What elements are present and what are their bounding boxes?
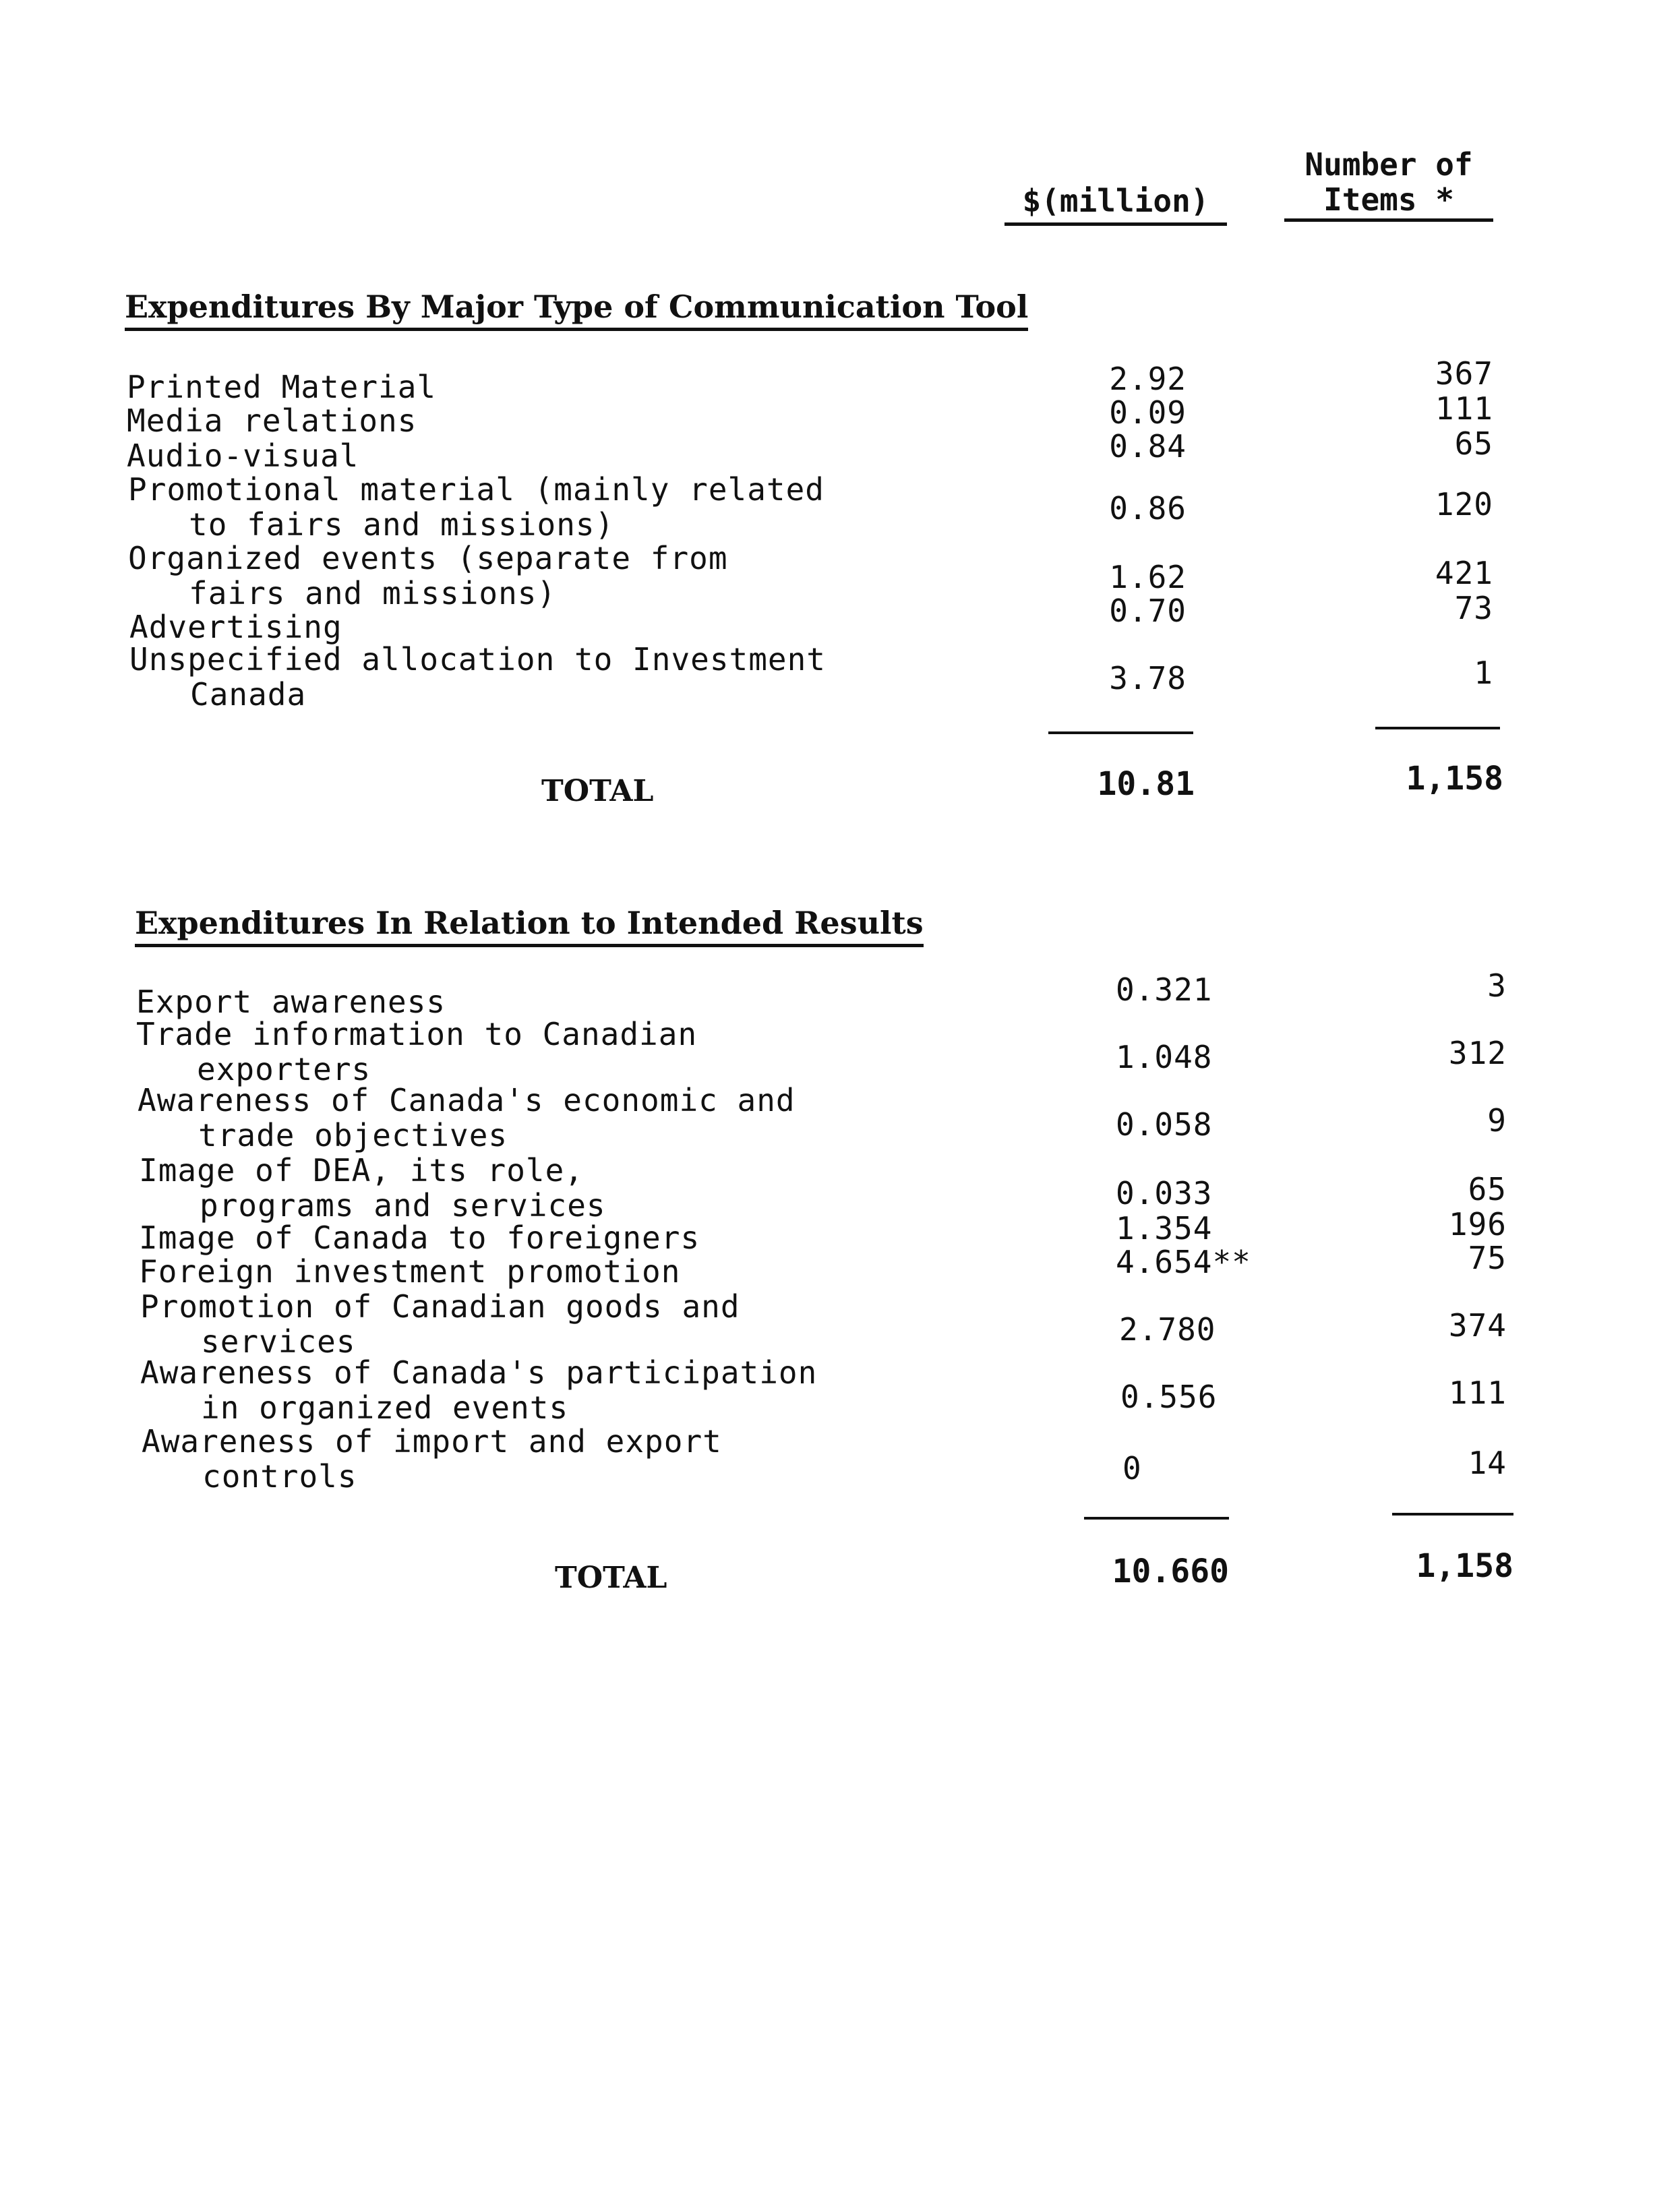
row-items: 14 [1468,1445,1507,1481]
row-label-line2: programs and services [200,1187,606,1224]
row-items: 111 [1448,1375,1507,1411]
row-items: 120 [1435,486,1493,522]
items-header-line1: Number of [1304,146,1473,183]
total-items: 1,158 [1416,1547,1513,1585]
row-label-line2: trade objectives [198,1117,508,1153]
row-label [128,472,824,542]
row-amount: 3.78 [1109,660,1187,696]
row-amount: 0.058 [1116,1106,1213,1143]
row-amount: 0.556 [1120,1379,1218,1415]
row-label-line2: fairs and missions) [189,575,557,611]
row-amount: 2.780 [1119,1311,1216,1348]
amount-subtotal-rule [1084,1517,1229,1520]
total-items: 1,158 [1406,760,1503,798]
row-label-line1: Awareness of Canada's participation [140,1354,818,1391]
row-label-line1: Organized events (separate from [128,540,728,576]
row-label [138,1083,796,1153]
total-amount: 10.81 [1097,765,1195,803]
row-label-line1: Promotional material (mainly related [128,471,824,508]
row-items: 421 [1435,555,1493,591]
row-label-line1: Image of DEA, its role, [139,1152,584,1189]
row-label: Image of Canada to foreigners [139,1220,700,1256]
row-amount: 0.84 [1109,428,1187,464]
items-column-header [1284,147,1493,222]
row-label: Audio-visual [127,438,359,474]
row-items: 1 [1474,655,1493,691]
row-label [139,1153,606,1223]
row-items: 65 [1454,425,1493,462]
row-label-line1: Awareness of Canada's economic and [138,1082,796,1118]
row-amount: 0.70 [1109,593,1187,629]
items-subtotal-rule [1375,727,1500,729]
row-label: Foreign investment promotion [139,1253,681,1290]
row-amount: 0.321 [1116,971,1213,1008]
row-label [128,541,728,611]
row-amount: 2.92 [1109,361,1187,397]
row-items: 73 [1454,590,1493,626]
row-label-line2: exporters [197,1051,371,1087]
row-label: Printed Material [127,369,437,405]
total-label: TOTAL [541,774,654,808]
row-label-line1: Trade information to Canadian [136,1016,698,1052]
row-amount: 0.09 [1109,394,1187,431]
row-items: 75 [1468,1240,1507,1276]
row-label [136,1017,697,1087]
row-label-line1: Promotion of Canadian goods and [140,1288,740,1325]
row-label: Export awareness [136,984,446,1020]
row-amount: 0.033 [1116,1175,1213,1211]
section2-title: Expenditures In Relation to Intended Results [135,905,924,947]
row-label [140,1355,817,1425]
row-label-line2: Canada [190,676,307,713]
amount-column-header: $(million) [1004,183,1227,226]
row-items: 65 [1468,1171,1507,1207]
row-label [140,1289,740,1359]
row-label [129,642,826,712]
row-items: 3 [1487,967,1507,1004]
items-header-line2: Items * [1323,181,1454,218]
row-label-line2: in organized events [201,1389,569,1426]
row-label [142,1424,722,1494]
row-label: Advertising [129,609,342,645]
row-label: Media relations [127,402,417,439]
row-items: 312 [1448,1035,1507,1071]
row-amount: 0 [1122,1450,1142,1487]
section1-title: Expenditures By Major Type of Communication Tool [125,289,1028,331]
row-items: 111 [1435,390,1493,427]
row-amount: 4.654** [1116,1244,1251,1280]
row-items: 367 [1435,355,1493,392]
row-amount: 1.048 [1116,1039,1213,1075]
row-label-line2: services [201,1323,356,1360]
row-amount: 0.86 [1109,490,1187,527]
row-amount: 1.354 [1116,1210,1213,1247]
row-label-line2: controls [202,1458,357,1495]
row-label-line1: Awareness of import and export [142,1423,722,1460]
total-amount: 10.660 [1112,1553,1229,1590]
row-amount: 1.62 [1109,559,1187,595]
row-label-line1: Unspecified allocation to Investment [129,641,826,678]
items-subtotal-rule [1392,1513,1513,1516]
row-label-line2: to fairs and missions) [189,506,615,543]
row-items: 374 [1448,1307,1507,1344]
amount-subtotal-rule [1048,731,1193,734]
row-items: 9 [1487,1102,1507,1139]
row-items: 196 [1448,1206,1507,1242]
total-label: TOTAL [555,1561,667,1595]
